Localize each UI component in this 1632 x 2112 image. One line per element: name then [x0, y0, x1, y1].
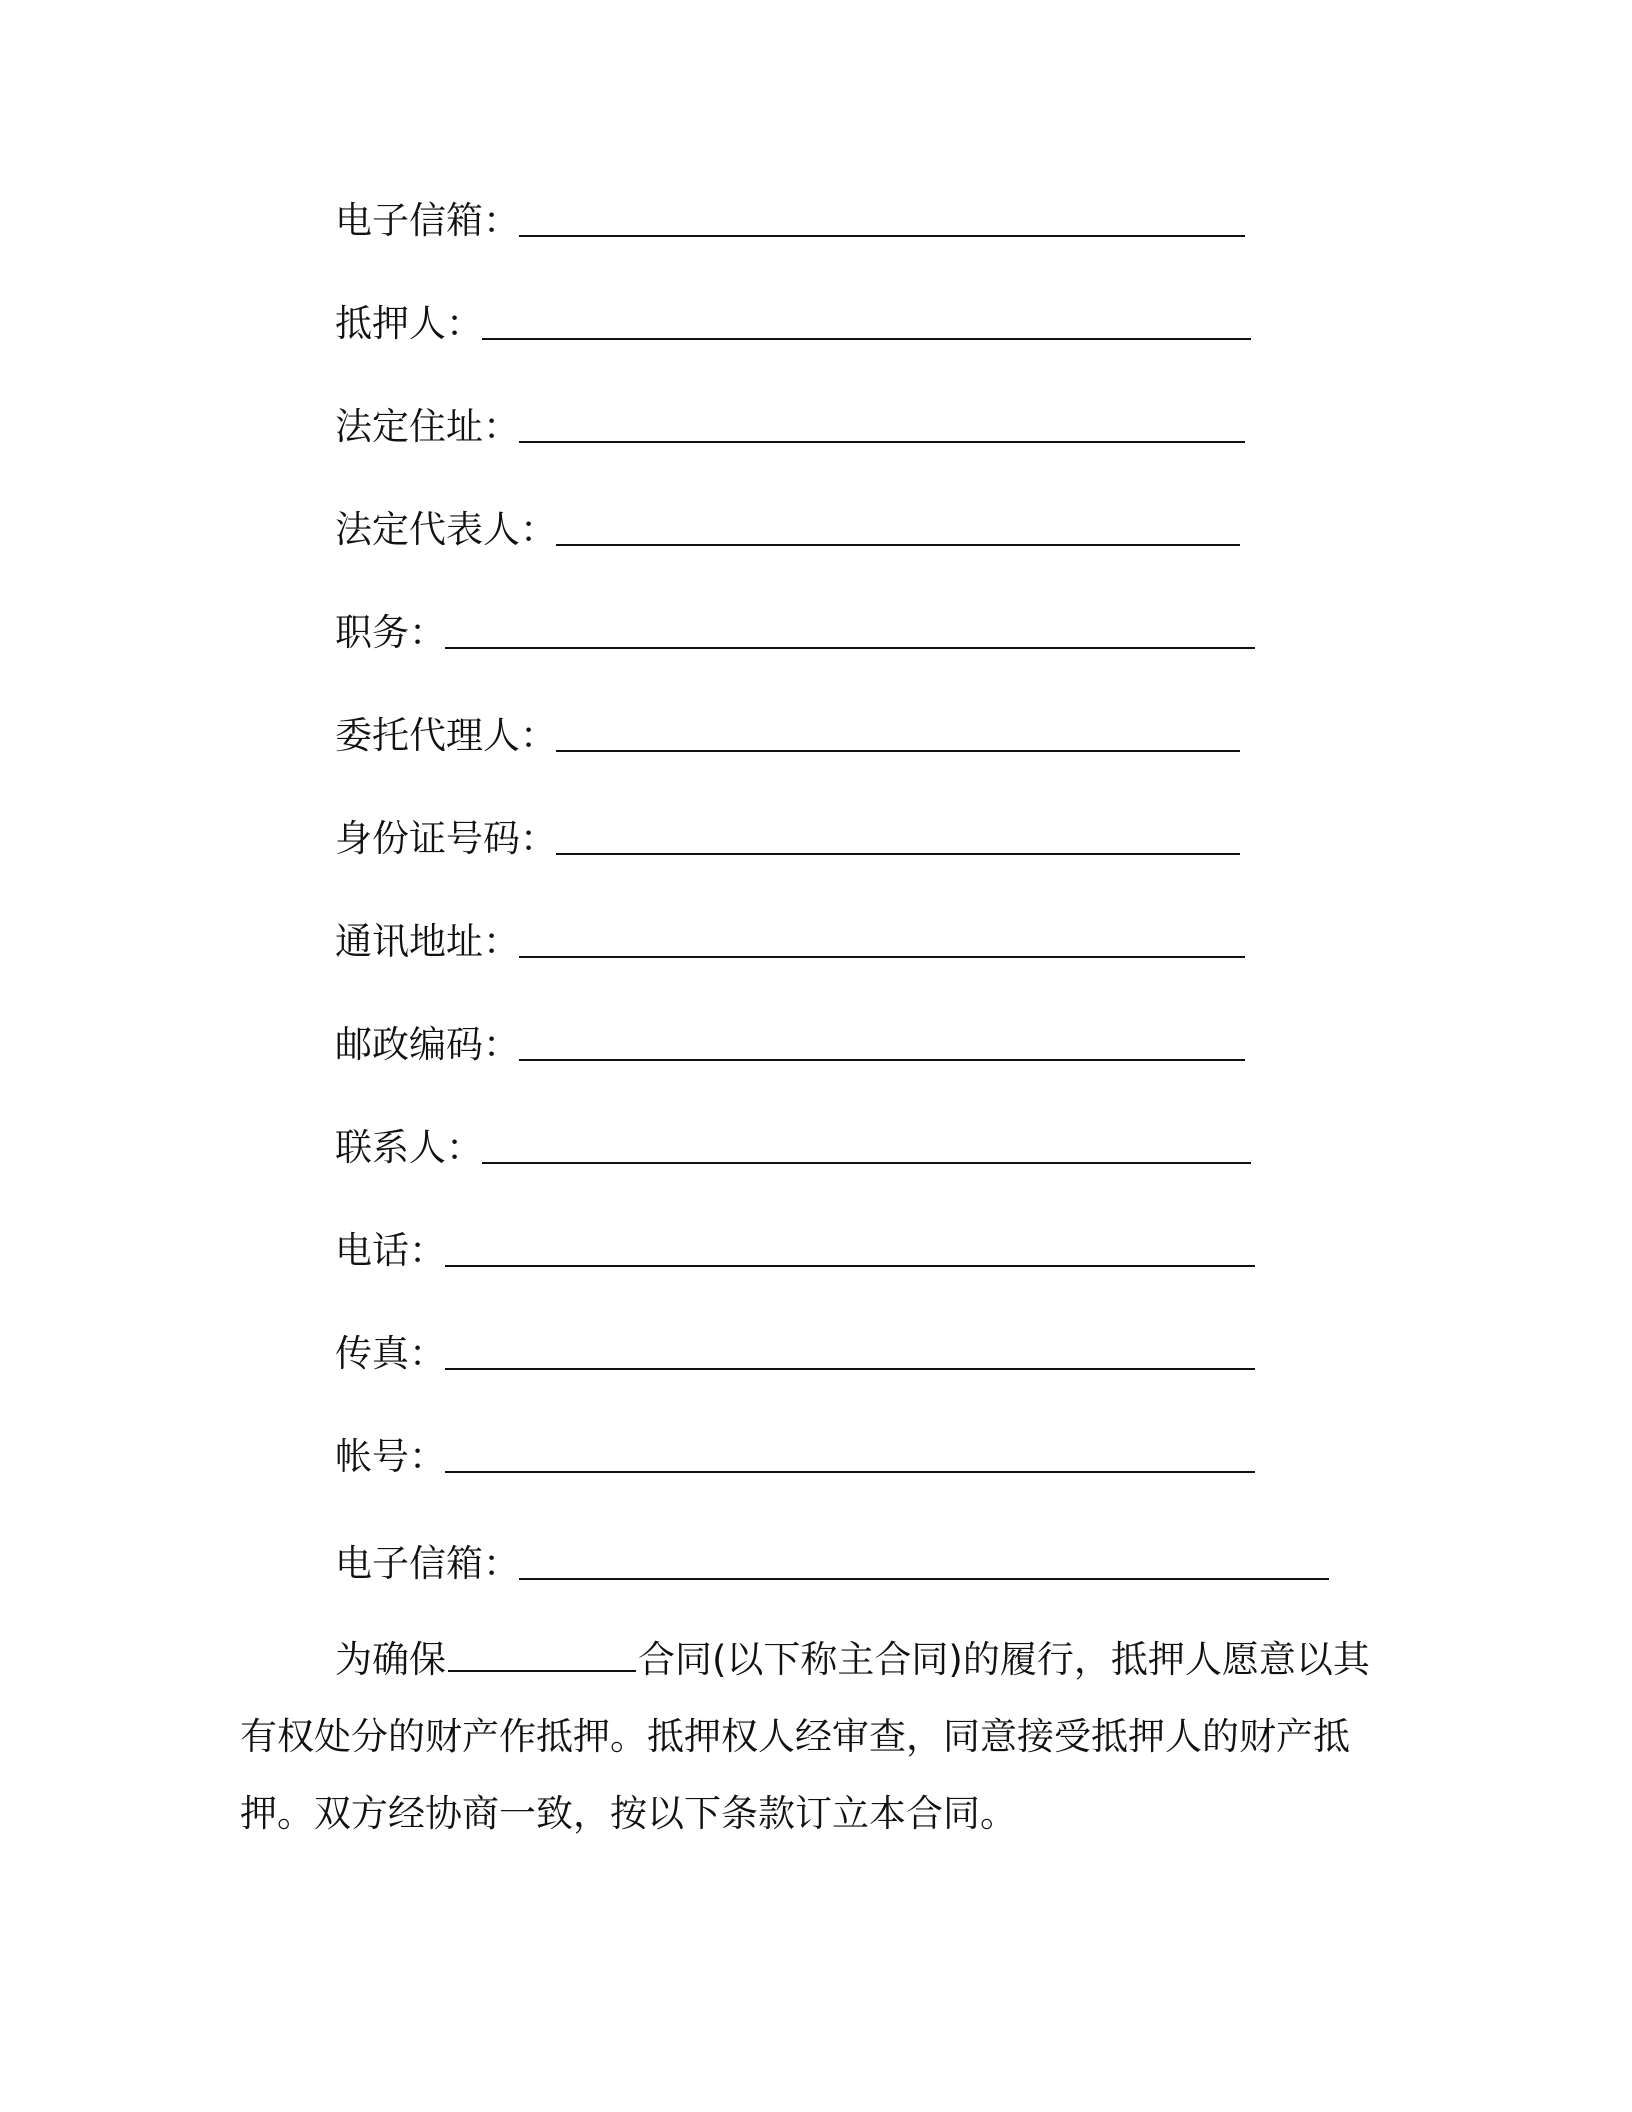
field-phone	[335, 1221, 446, 1281]
paragraph-line-3: 押。双方经协商一致，按以下条款订立本合同。	[240, 1792, 1017, 1835]
fill-in-line[interactable]	[519, 1059, 1245, 1061]
field-label: 委托代理人：	[335, 714, 557, 757]
field-legal-representative	[335, 500, 557, 560]
field-label: 身份证号码：	[335, 817, 557, 860]
paragraph-line-1	[335, 1640, 1370, 1680]
field-email-2	[335, 1534, 520, 1594]
body-paragraph	[240, 1640, 1370, 1860]
field-label: 电话：	[335, 1229, 446, 1272]
field-label: 传真：	[335, 1332, 446, 1375]
field-label: 联系人：	[335, 1126, 483, 1169]
field-label: 电子信箱：	[335, 199, 520, 242]
field-label: 法定代表人：	[335, 508, 557, 551]
field-label: 法定住址：	[335, 405, 520, 448]
fill-in-line[interactable]	[519, 956, 1245, 958]
field-legal-address	[335, 397, 520, 457]
paragraph-text: 合同(以下称主合同)的履行，抵押人愿意以其	[638, 1638, 1370, 1681]
contract-name-blank[interactable]	[448, 1640, 636, 1672]
fill-in-line[interactable]	[445, 1368, 1255, 1370]
fill-in-line[interactable]	[482, 338, 1251, 340]
fill-in-line[interactable]	[445, 1471, 1255, 1473]
fill-in-line[interactable]	[519, 235, 1245, 237]
field-label: 帐号：	[335, 1435, 446, 1478]
fill-in-line[interactable]	[519, 441, 1245, 443]
field-mailing-address	[335, 912, 520, 972]
paragraph-text: 为确保	[335, 1638, 446, 1681]
field-account-number	[335, 1427, 446, 1487]
field-label: 职务：	[335, 611, 446, 654]
field-label: 邮政编码：	[335, 1023, 520, 1066]
fill-in-line[interactable]	[445, 1265, 1255, 1267]
field-contact-person	[335, 1118, 483, 1178]
fill-in-line[interactable]	[556, 853, 1240, 855]
field-email-1	[335, 191, 520, 251]
field-authorized-agent	[335, 706, 557, 766]
fill-in-line[interactable]	[482, 1162, 1251, 1164]
fill-in-line[interactable]	[556, 750, 1240, 752]
fill-in-line[interactable]	[519, 1578, 1329, 1580]
field-postal-code	[335, 1015, 520, 1075]
field-label: 电子信箱：	[335, 1542, 520, 1585]
fill-in-line[interactable]	[556, 544, 1240, 546]
field-position	[335, 603, 446, 663]
field-label: 抵押人：	[335, 302, 483, 345]
field-label: 通讯地址：	[335, 920, 520, 963]
fill-in-line[interactable]	[445, 647, 1255, 649]
field-fax	[335, 1324, 446, 1384]
field-mortgagor	[335, 294, 483, 354]
field-id-number	[335, 809, 557, 869]
paragraph-line-2: 有权处分的财产作抵押。抵押权人经审查，同意接受抵押人的财产抵	[240, 1715, 1350, 1758]
